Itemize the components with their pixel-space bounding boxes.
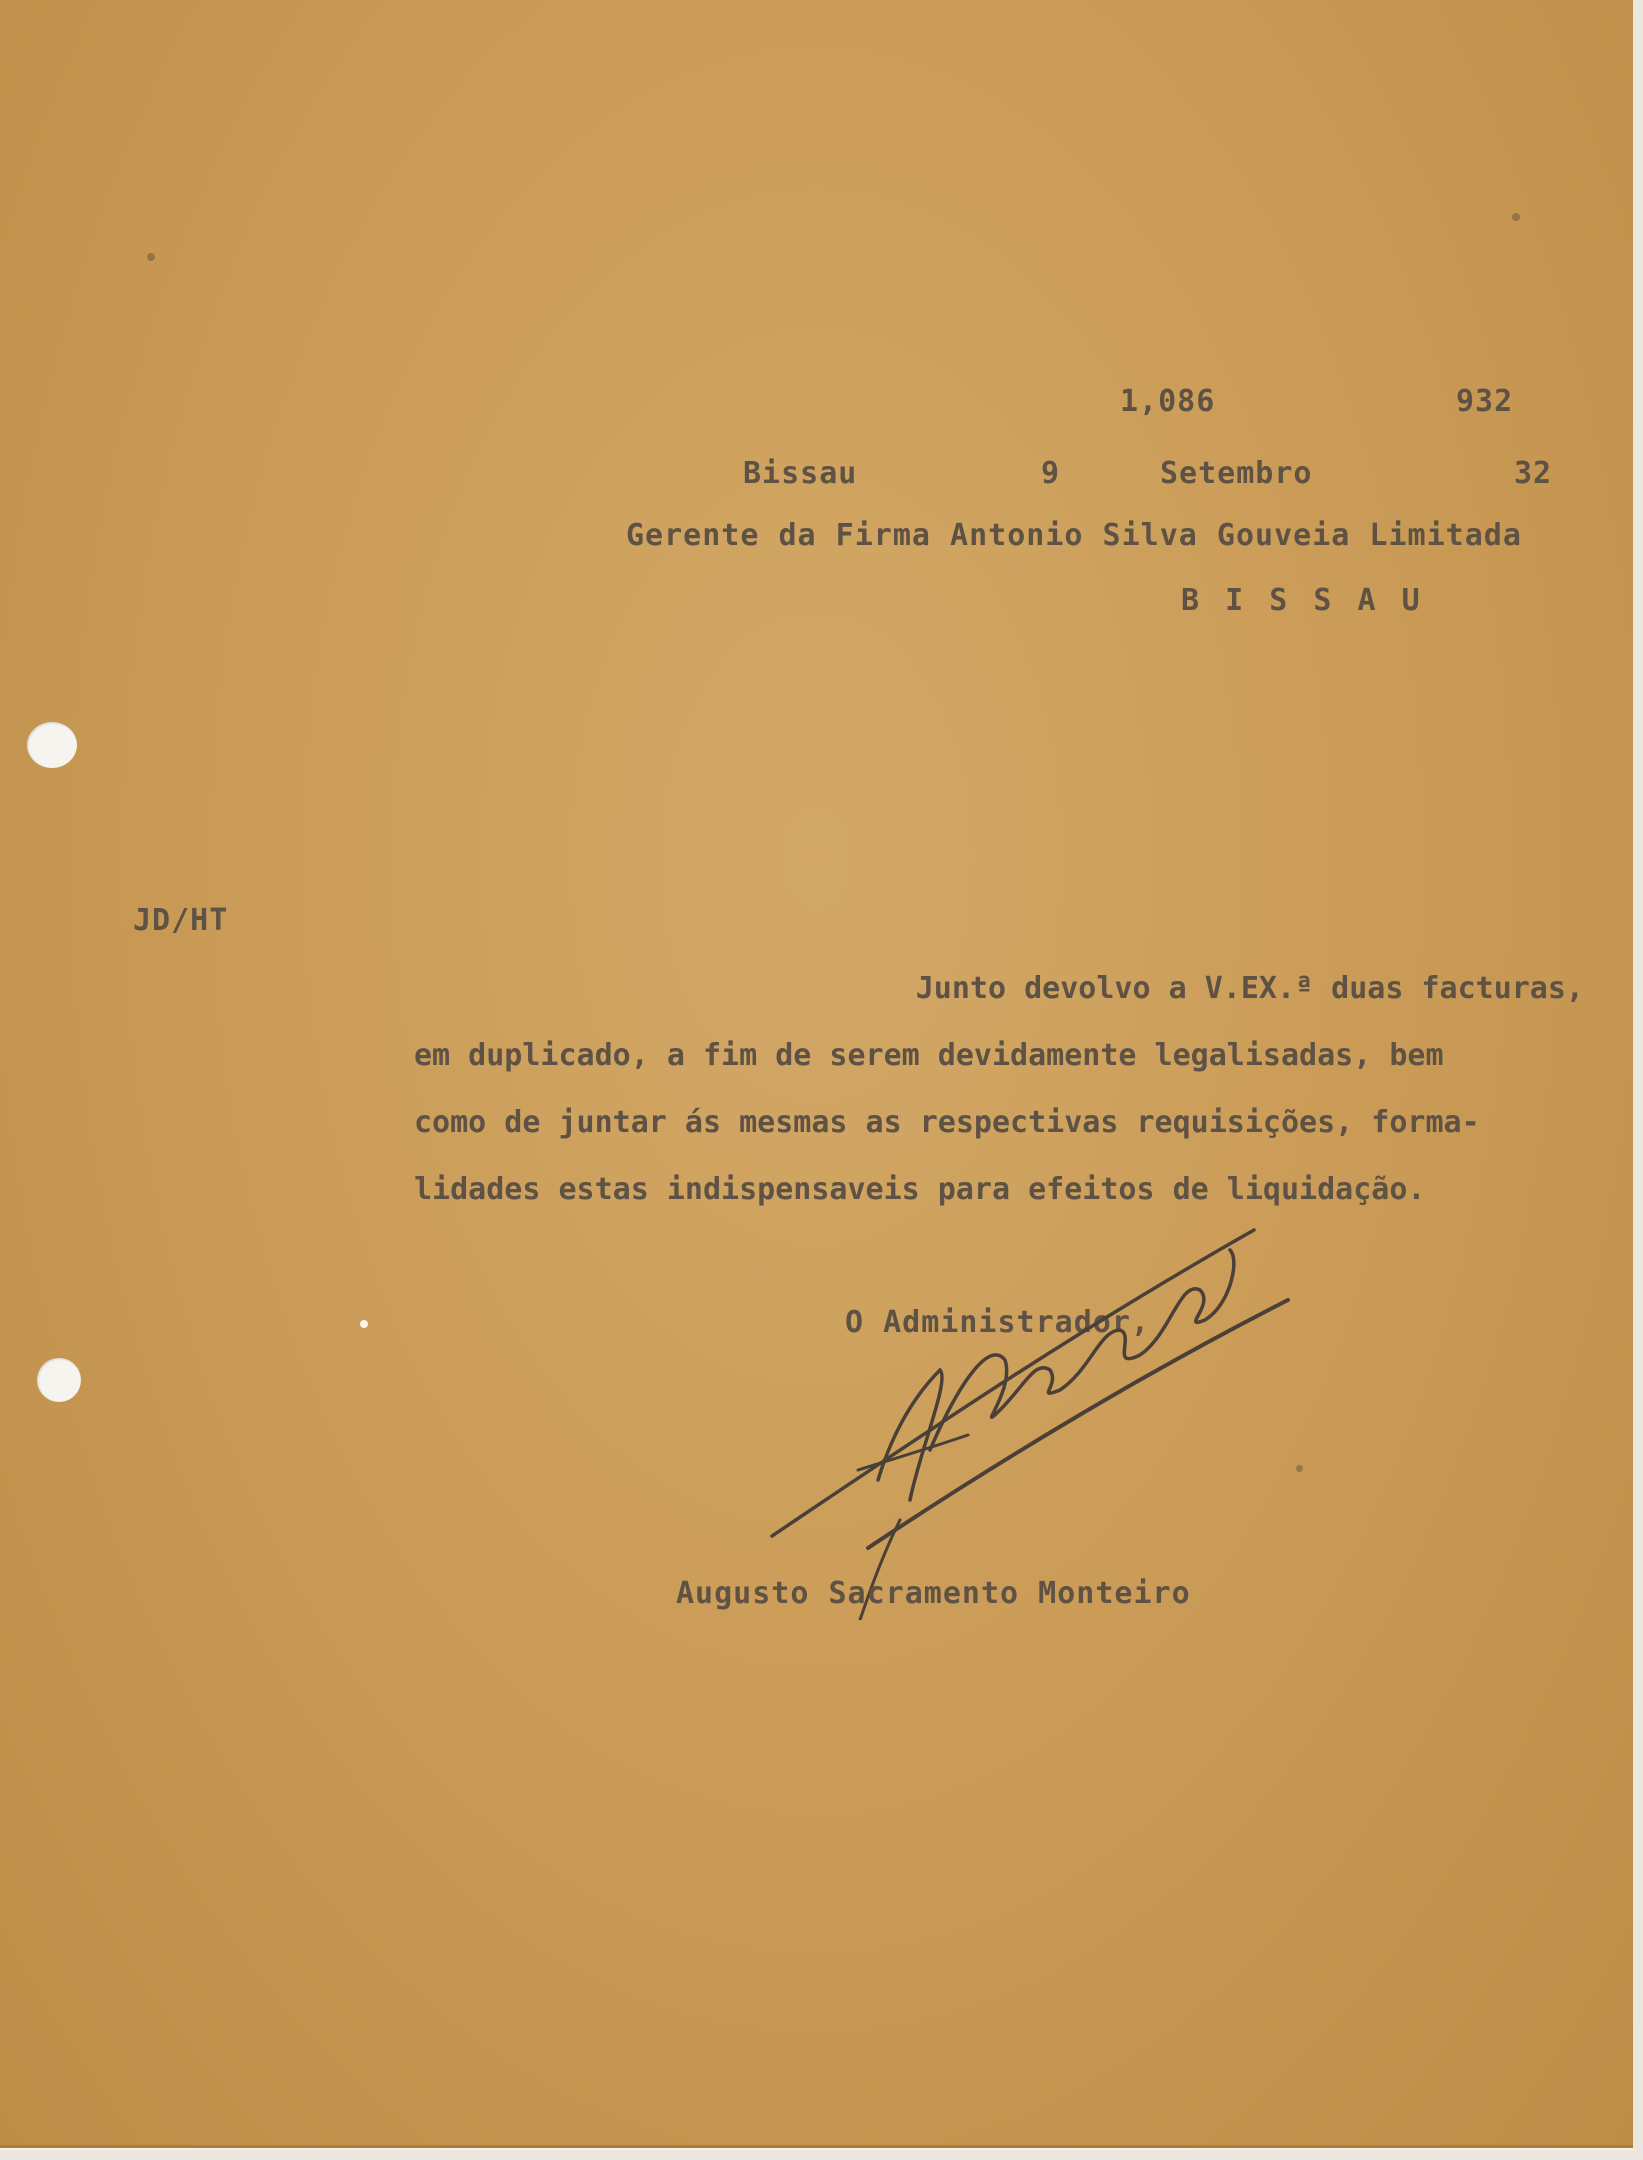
reference-year: 932 [1456,384,1514,419]
reference-number: 1,086 [1120,384,1216,419]
recipient-line: Gerente da Firma Antonio Silva Gouveia Limitada [626,518,1522,553]
closing-title: O Administrador, [845,1305,1150,1340]
punch-hole-bottom [37,1358,81,1402]
paper-speck [360,1320,368,1328]
letter-body [414,955,1584,1223]
body-line: como de juntar ás mesmas as respectivas requisições, forma- [414,1105,1480,1140]
paper-speck [147,253,155,261]
handwritten-signature [760,1220,1300,1620]
signatory-name: Augusto Sacramento Monteiro [676,1576,1191,1611]
typist-initials: JD/HT [133,903,229,938]
paper-speck [1512,213,1520,221]
date-month: Setembro [1160,456,1313,491]
date-day: 9 [1041,456,1061,491]
scan-edge-right [1633,0,1643,2160]
date-year: 32 [1514,456,1553,491]
body-line: em duplicado, a fim de serem devidamente legalisadas, bem [414,1038,1444,1073]
date-place: Bissau [743,456,858,491]
punch-hole-top [27,722,77,768]
scan-edge-bottom [0,2150,1643,2160]
body-line: Junto devolvo a V.EX.ª duas facturas, [915,971,1584,1006]
body-line: lidades estas indispensaveis para efeitos de liquidação. [414,1172,1426,1207]
recipient-city: B I S S A U [1181,583,1424,618]
